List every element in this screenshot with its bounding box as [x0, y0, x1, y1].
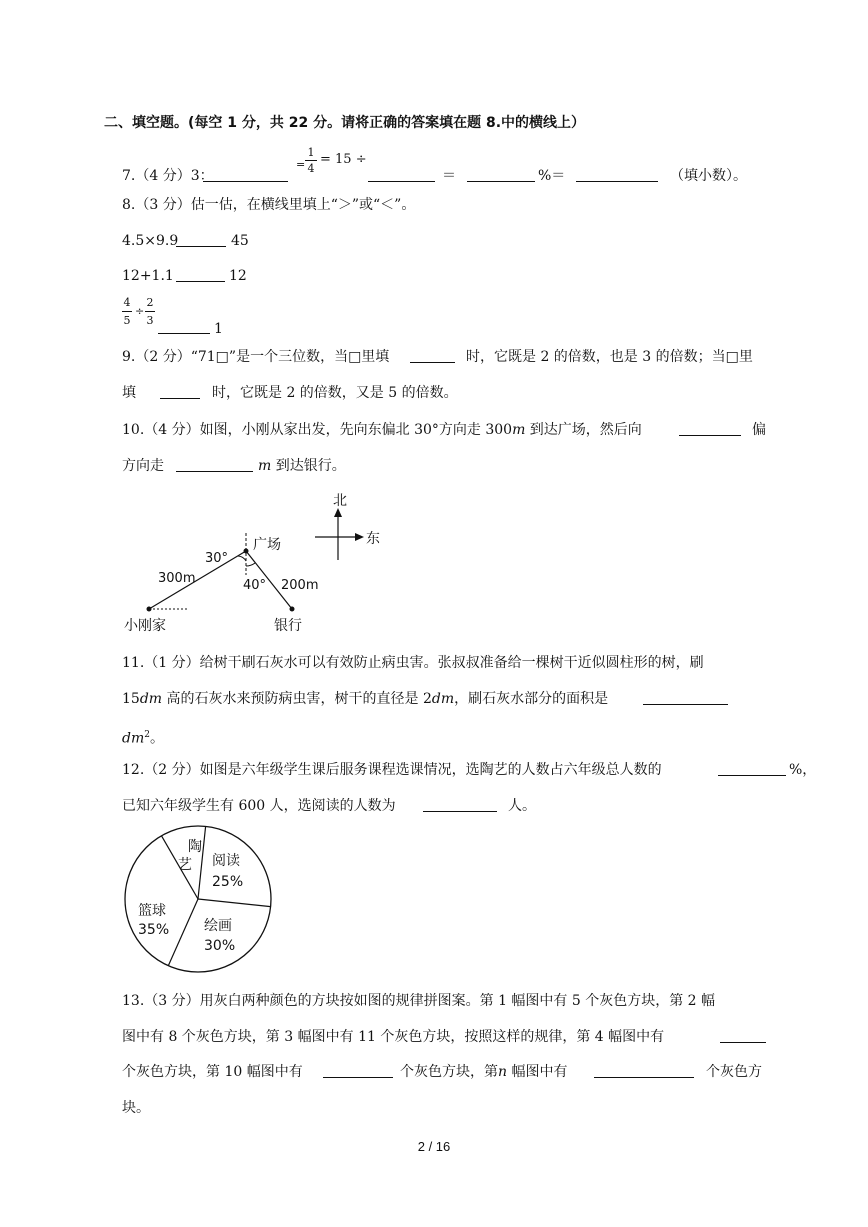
square-label: 广场 [253, 537, 281, 553]
q10-text-a3: 偏 [752, 422, 766, 438]
pie-label-ball: 篮球 [138, 903, 166, 919]
q12-text-a-end: %， [789, 762, 817, 778]
q9-text-b: 时，它既是 2 的倍数，也是 3 的倍数；当□里 [466, 349, 753, 365]
q7-after-frac: = 15 ÷ [320, 152, 367, 167]
pie-value-read: 25% [212, 874, 244, 890]
north-label: 北 [333, 493, 347, 509]
q8-f2-den: 3 [146, 314, 154, 327]
section-title: 二、填空题。(每空 1 分，共 22 分。请将正确的答案填在题 8.中的横线上） [104, 115, 586, 131]
pie-label-taoyi-2: 艺 [178, 857, 192, 873]
q7-frac-den: 4 [307, 162, 315, 175]
pie-value-ball: 35% [138, 922, 170, 938]
q7-note: （填小数）。 [670, 168, 747, 184]
q7-frac-eq: = [296, 158, 306, 171]
bank-label: 银行 [274, 618, 302, 634]
pie-label-paint: 绘画 [204, 918, 232, 934]
q13-text-d: 块。 [122, 1100, 150, 1116]
q13-text-c1: 个灰色方块，第 10 幅图中有 [122, 1064, 303, 1080]
q11-b1: 15 [122, 691, 140, 707]
q10-a2: 到达广场，然后向 [525, 422, 642, 438]
q7-pct: %＝ [538, 168, 566, 184]
q12-text-a: 12.（2 分）如图是六年级学生课后服务课程选课情况，选陶艺的人数占六年级总人数的 [122, 762, 662, 778]
q11-c-unit: dm [122, 730, 145, 747]
q13-text-a: 13.（3 分）用灰白两种颜色的方块按如图的规律拼图案。第 1 幅图中有 5 个灰色方块，第 2 幅 [122, 993, 716, 1009]
q13-c-n: n [498, 1064, 508, 1080]
q11-b2: 高的石灰水来预防病虫害，树干的直径是 2 [162, 691, 432, 707]
page-number: 2 / 16 [417, 1139, 451, 1154]
q13-blank-2[interactable] [323, 1063, 393, 1078]
q11-b-unit: dm [139, 691, 163, 707]
distance-300-label: 300m [158, 571, 196, 586]
q8-f1-num: 4 [123, 296, 131, 309]
q13-text-c2 [400, 1063, 567, 1081]
q10-a-unit: m [512, 422, 526, 438]
q12-text-b-end: 人。 [508, 798, 536, 814]
q13-c2: 个灰色方块，第 [400, 1064, 498, 1080]
q8-op: ÷ [135, 305, 145, 318]
home-label: 小刚家 [124, 618, 166, 634]
q11-c-sup: 2 [144, 730, 150, 740]
q10-b2: 到达银行。 [271, 458, 346, 474]
q8-line3-right: 1 [214, 321, 223, 337]
q11-c-end: 。 [149, 730, 164, 747]
q12-text-b: 已知六年级学生有 600 人，选阅读的人数为 [122, 798, 396, 814]
east-label: 东 [366, 531, 380, 547]
q11-b3: ，刷石灰水部分的面积是 [454, 691, 609, 707]
q8-line2-left: 12+1.1 [122, 268, 174, 284]
q8-text: 8.（3 分）估一估，在横线里填上“＞”或“＜”。 [122, 197, 416, 213]
q11-b-unit-2: dm [431, 691, 455, 707]
q8-f2-num: 2 [146, 296, 154, 309]
angle-30-label: 30° [205, 551, 229, 566]
q7-lead: 7.（4 分）3： [122, 168, 214, 184]
q13-blank-3[interactable] [594, 1063, 694, 1078]
angle-40-label: 40° [243, 578, 267, 593]
q10-a1: 10.（4 分）如图，小刚从家出发，先向东偏北 30°方向走 300 [122, 422, 513, 438]
q7-eq1: ＝ [442, 168, 456, 184]
q8-line1-left: 4.5×9.9 [122, 233, 179, 249]
q10-b-unit: m [258, 458, 272, 474]
q11-text-a: 11.（1 分）给树干刷石灰水可以有效防止病虫害。张叔叔准备给一棵树干近似圆柱形的树，刷 [122, 655, 704, 671]
pie-label-read: 阅读 [212, 853, 240, 869]
q13-c3: 幅图中有 [507, 1064, 568, 1080]
q8-f1-den: 5 [123, 314, 131, 327]
q13-text-c4: 个灰色方 [706, 1064, 762, 1080]
q8-line2-right: 12 [229, 268, 247, 284]
q8-line1-right: 45 [231, 233, 249, 249]
pie-value-paint: 30% [204, 938, 236, 954]
q9-text-d: 时，它既是 2 的倍数，又是 5 的倍数。 [212, 385, 458, 401]
q13-text-b: 图中有 8 个灰色方块，第 3 幅图中有 11 个灰色方块，按照这样的规律，第 4 幅图中有 [122, 1029, 665, 1045]
pie-label-taoyi-1: 陶 [188, 839, 202, 855]
q10-text-b: 方向走 [122, 458, 164, 474]
q9-text-c: 填 [122, 385, 136, 401]
distance-200-label: 200m [281, 578, 319, 593]
q7-frac-num: 1 [307, 146, 315, 159]
q13-blank-1[interactable] [720, 1028, 766, 1043]
q9-text-a: 9.（2 分）“71□”是一个三位数，当□里填 [122, 349, 390, 365]
